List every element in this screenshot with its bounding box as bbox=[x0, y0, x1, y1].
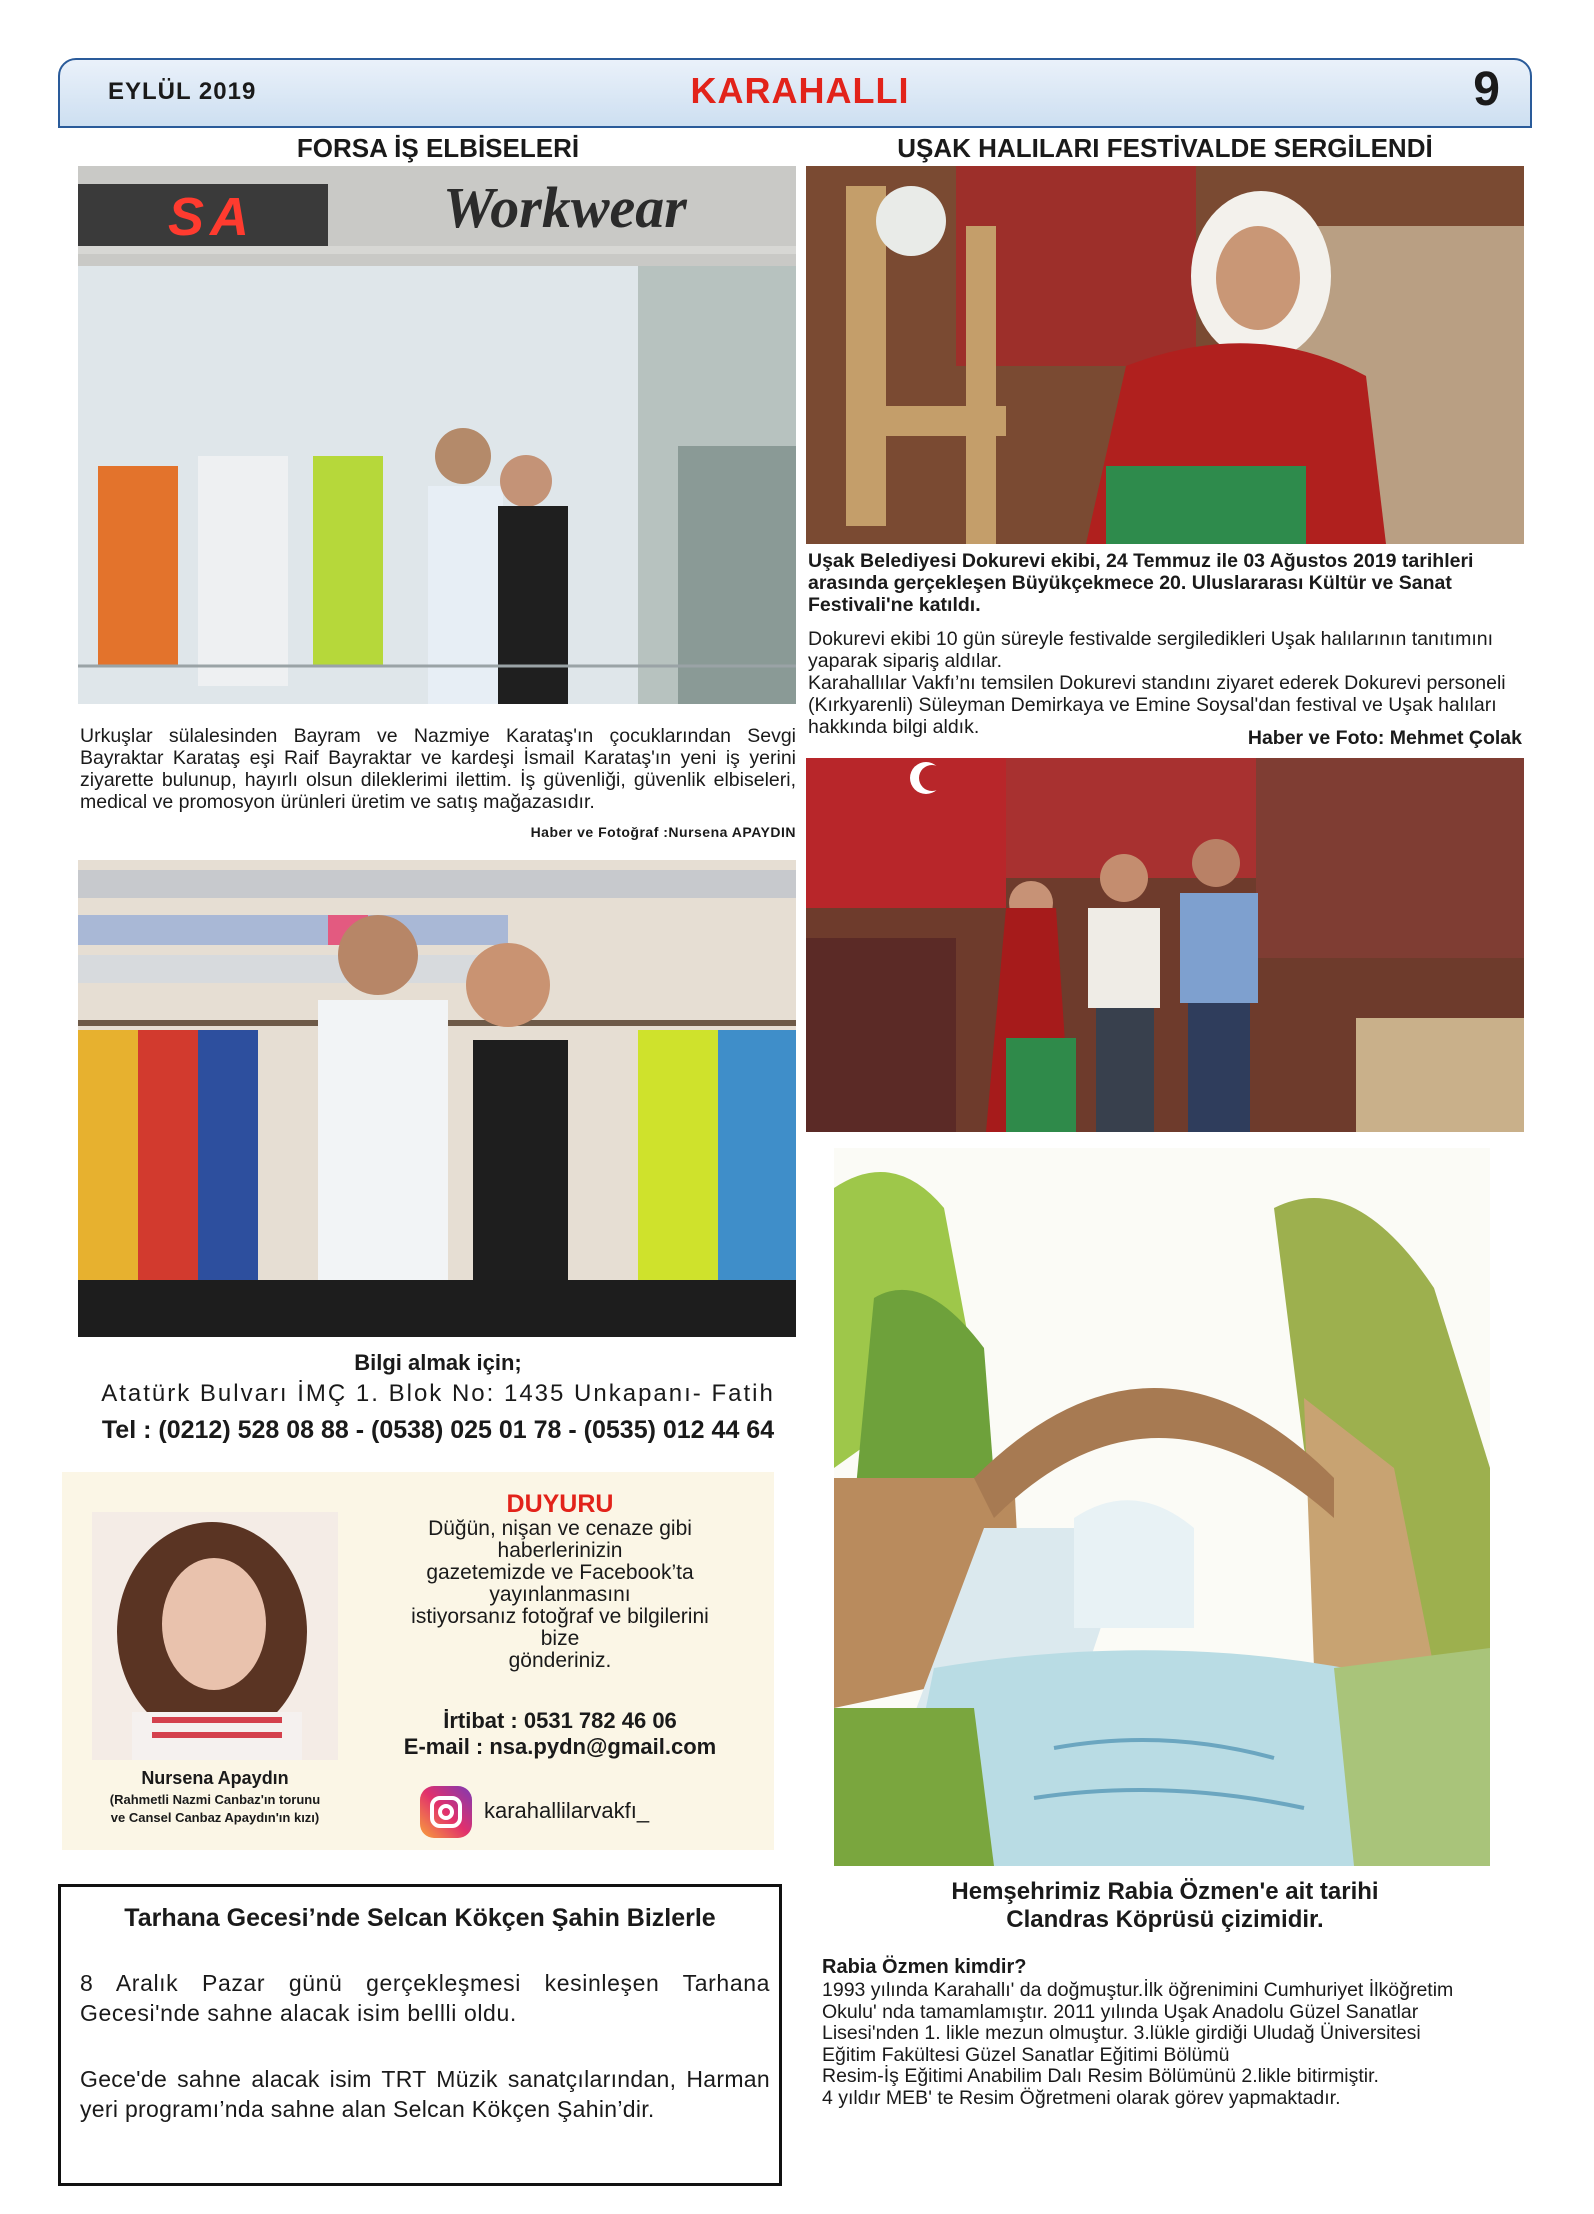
store-phones: Tel : (0212) 528 08 88 - (0538) 025 01 78 - (0535) 012 44 64 bbox=[101, 1416, 775, 1444]
contact-email: E-mail : nsa.pydn@gmail.com bbox=[403, 1734, 717, 1759]
festival-stand-photo bbox=[806, 758, 1524, 1132]
store-interior-illustration bbox=[78, 860, 796, 1337]
forsa-caption: Urkuşlar sülalesinden Bayram ve Nazmiye Karataş'ın çocuklarından Sevgi Bayraktar Karataş eşi Raif Bayraktar ve kardeşi İsmail Karataş'ın yeni iş yerini ziyarette bulunup, hayırlı olsun dileklerimi ilettim. İş güvenliği, güvenlik elbiseleri, medical ve promosyon ürünleri üretim ve satış mağazasıdır. bbox=[80, 725, 796, 813]
announcement-title: DUYURU bbox=[506, 1490, 614, 1518]
weaver-illustration bbox=[806, 166, 1524, 544]
forsa-credit: Haber ve Fotoğraf :Nursena APAYDIN bbox=[530, 824, 796, 840]
bio-line: Okulu' nda tamamlamıştır. 2011 yılında Uşak Anadolu Güzel Sanatlar bbox=[822, 2000, 1419, 2023]
bio-line: Resim-İş Eğitimi Anabilim Dalı Resim Bölümünü 2.likle bitirmiştir. bbox=[822, 2065, 1379, 2087]
store-interior-photo bbox=[78, 860, 796, 1337]
bio-line: 4 yıldır MEB' te Resim Öğretmeni olarak görev yapmaktadır. bbox=[822, 2086, 1341, 2109]
painting-caption-2: Clandras Köprüsü çizimidir. bbox=[1006, 1906, 1324, 1933]
bio-line: Eğitim Fakültesi Güzel Sanatlar Eğitimi Bölümü bbox=[822, 2043, 1230, 2066]
page-number: 9 bbox=[1473, 63, 1500, 116]
usak-paragraph-2: Karahallılar Vakfı’nı temsilen Dokurevi standını ziyaret ederek Dokurevi personeli (Kırkyarenli) Süleyman Demirkaya ve Emine Soysal'dan festival ve Uşak halıları hakkında bilgi aldık. bbox=[808, 672, 1506, 738]
tarhana-paragraph-2: Gece'de sahne alacak isim TRT Müzik sanatçılarından, Harman yeri programı’nda sahne alan Selcan Kökçen Şahin’dir. bbox=[80, 2066, 770, 2122]
bridge-painting bbox=[834, 1148, 1490, 1866]
contact-phone: İrtibat : 0531 782 46 06 bbox=[443, 1708, 677, 1733]
tarhana-paragraph-1: 8 Aralık Pazar günü gerçekleşmesi kesinleşen Tarhana Gecesi'nde sahne alacak isim bellli oldu. bbox=[80, 1970, 770, 2026]
usak-credit: Haber ve Foto: Mehmet Çolak bbox=[1247, 727, 1522, 749]
person-name: Nursena Apaydın bbox=[141, 1768, 289, 1788]
store-address: Atatürk Bulvarı İMÇ 1. Blok No: 1435 Unkapanı- Fatih bbox=[101, 1380, 775, 1407]
weaver-photo bbox=[806, 166, 1524, 544]
bio-title: Rabia Özmen kimdir? bbox=[822, 1956, 1027, 1978]
instagram-icon bbox=[420, 1786, 472, 1838]
usak-paragraph-1: Dokurevi ekibi 10 gün süreyle festivalde sergiledikleri Uşak halılarının tanıtımını yaparak sipariş aldılar. bbox=[808, 628, 1493, 672]
nursena-portrait bbox=[92, 1512, 338, 1760]
painting-caption-1: Hemşehrimiz Rabia Özmen'e ait tarihi bbox=[951, 1878, 1379, 1905]
announcement-line: bize bbox=[540, 1627, 580, 1650]
tarhana-title: Tarhana Gecesi’nde Selcan Kökçen Şahin Bizlerle bbox=[124, 1904, 716, 1932]
announcement-line: istiyorsanız fotoğraf ve bilgilerini bbox=[411, 1605, 709, 1628]
issue-date: EYLÜL 2019 bbox=[108, 78, 257, 105]
portrait-illustration bbox=[92, 1512, 338, 1760]
info-label: Bilgi almak için; bbox=[354, 1350, 522, 1375]
shop-front-photo bbox=[78, 166, 796, 704]
newspaper-name: KARAHALLI bbox=[690, 70, 910, 111]
person-note-2: ve Cansel Canbaz Apaydın'ın kızı) bbox=[110, 1810, 320, 1825]
announcement-line: gönderiniz. bbox=[508, 1649, 612, 1672]
instagram-handle[interactable]: karahallilarvakfı_ bbox=[484, 1798, 650, 1823]
bridge-painting-illustration bbox=[834, 1148, 1490, 1866]
usak-intro: Uşak Belediyesi Dokurevi ekibi, 24 Temmuz ile 03 Ağustos 2019 tarihleri arasında gerçekleşen Büyükçekmece 20. Uluslararası Kültür ve Sanat Festivali'ne katıldı. bbox=[808, 550, 1474, 616]
usak-title: UŞAK HALILARI FESTİVALDE SERGİLENDİ bbox=[897, 133, 1433, 163]
announcement-line: Düğün, nişan ve cenaze gibi bbox=[428, 1517, 692, 1540]
announcement-line: haberlerinizin bbox=[497, 1539, 623, 1562]
festival-stand-illustration bbox=[806, 758, 1524, 1132]
announcement-text bbox=[360, 1518, 760, 1672]
bio-text bbox=[822, 1980, 1522, 2109]
bio-line: Lisesi'nden 1. likle mezun olmuştur. 3.lükle girdiği Uludağ Üniversitesi bbox=[822, 2022, 1421, 2044]
forsa-title: FORSA İŞ ELBİSELERİ bbox=[296, 133, 580, 163]
announcement-line: yayınlanmasını bbox=[489, 1583, 631, 1606]
person-note-1: (Rahmetli Nazmi Canbaz'ın torunu bbox=[109, 1792, 321, 1807]
announcement-line: gazetemizde ve Facebook’ta bbox=[426, 1561, 694, 1584]
bio-line: 1993 yılında Karahallı' da doğmuştur.İlk öğrenimini Cumhuriyet İlköğretim bbox=[822, 1979, 1454, 2001]
store-sign-letters: SA bbox=[168, 187, 256, 247]
store-sign-script: Workwear bbox=[443, 175, 687, 240]
